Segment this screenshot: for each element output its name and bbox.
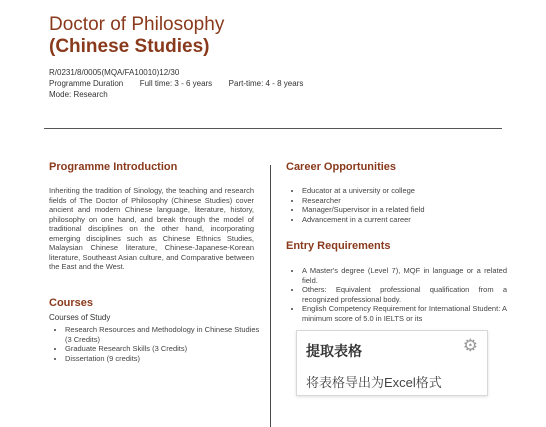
page-title: Doctor of Philosophy <box>49 14 225 35</box>
duration-label: Programme Duration <box>49 79 124 88</box>
extract-table-popup[interactable] <box>296 330 488 396</box>
duration-full-time: Full time: 3 - 6 years <box>139 79 213 88</box>
list-item: • Dissertation (9 credits) <box>65 354 265 364</box>
list-item: • Manager/Supervisor in a related field <box>302 205 507 215</box>
intro-heading: Programme Introduction <box>49 161 178 173</box>
list-item: • English Competency Requirement for International Student: A minimum score of 5.0 in IELTS or its <box>302 304 507 323</box>
career-list <box>290 186 507 224</box>
entry-list <box>290 266 507 323</box>
list-item: • A Master's degree (Level 7), MQF in language or a related field. <box>302 266 507 285</box>
career-heading: Career Opportunities <box>286 161 397 173</box>
list-item: • Others: Equivalent professional qualification from a recognized professional body. <box>302 285 507 304</box>
list-item: • Research Resources and Methodology in Chinese Studies (3 Credits) <box>65 325 265 344</box>
column-divider <box>270 165 271 427</box>
entry-heading: Entry Requirements <box>286 240 391 252</box>
list-item: • Graduate Research Skills (3 Credits) <box>65 344 265 354</box>
popup-description[interactable]: 将表格导出为Excel格式 <box>306 375 442 390</box>
courses-subheading: Courses of Study <box>49 313 111 322</box>
courses-list <box>53 325 265 363</box>
programme-mode: Mode: Research <box>49 90 108 99</box>
list-item: • Researcher <box>302 196 507 206</box>
programme-code: R/0231/8/0005(MQA/FA10010)12/30 <box>49 68 180 77</box>
gear-icon[interactable]: ⚙ <box>462 336 478 355</box>
horizontal-divider <box>44 128 502 129</box>
list-item: • Advancement in a current career <box>302 215 507 225</box>
list-item: • Educator at a university or college <box>302 186 507 196</box>
duration-part-time: Part-time: 4 - 8 years <box>228 79 304 88</box>
programme-duration <box>49 79 303 89</box>
courses-heading: Courses <box>49 297 94 309</box>
page-subtitle: (Chinese Studies) <box>49 36 210 57</box>
intro-text: Inheriting the tradition of Sinology, the teaching and research fields of The Doctor of Philosophy (Chinese Studies) cover ancient and modern Chinese language, literature, history, philosophy on one hand, and break through the model of traditional disciplines on the other hand, incorporating emerging disciplines such as Chinese Ethnics Studies, Malaysian Chinese literature, Chinese-Japanese-Korean literature, Southeast Asian culture, and Comparative between the East and the West. <box>49 186 254 271</box>
popup-title: 提取表格 <box>306 343 362 359</box>
